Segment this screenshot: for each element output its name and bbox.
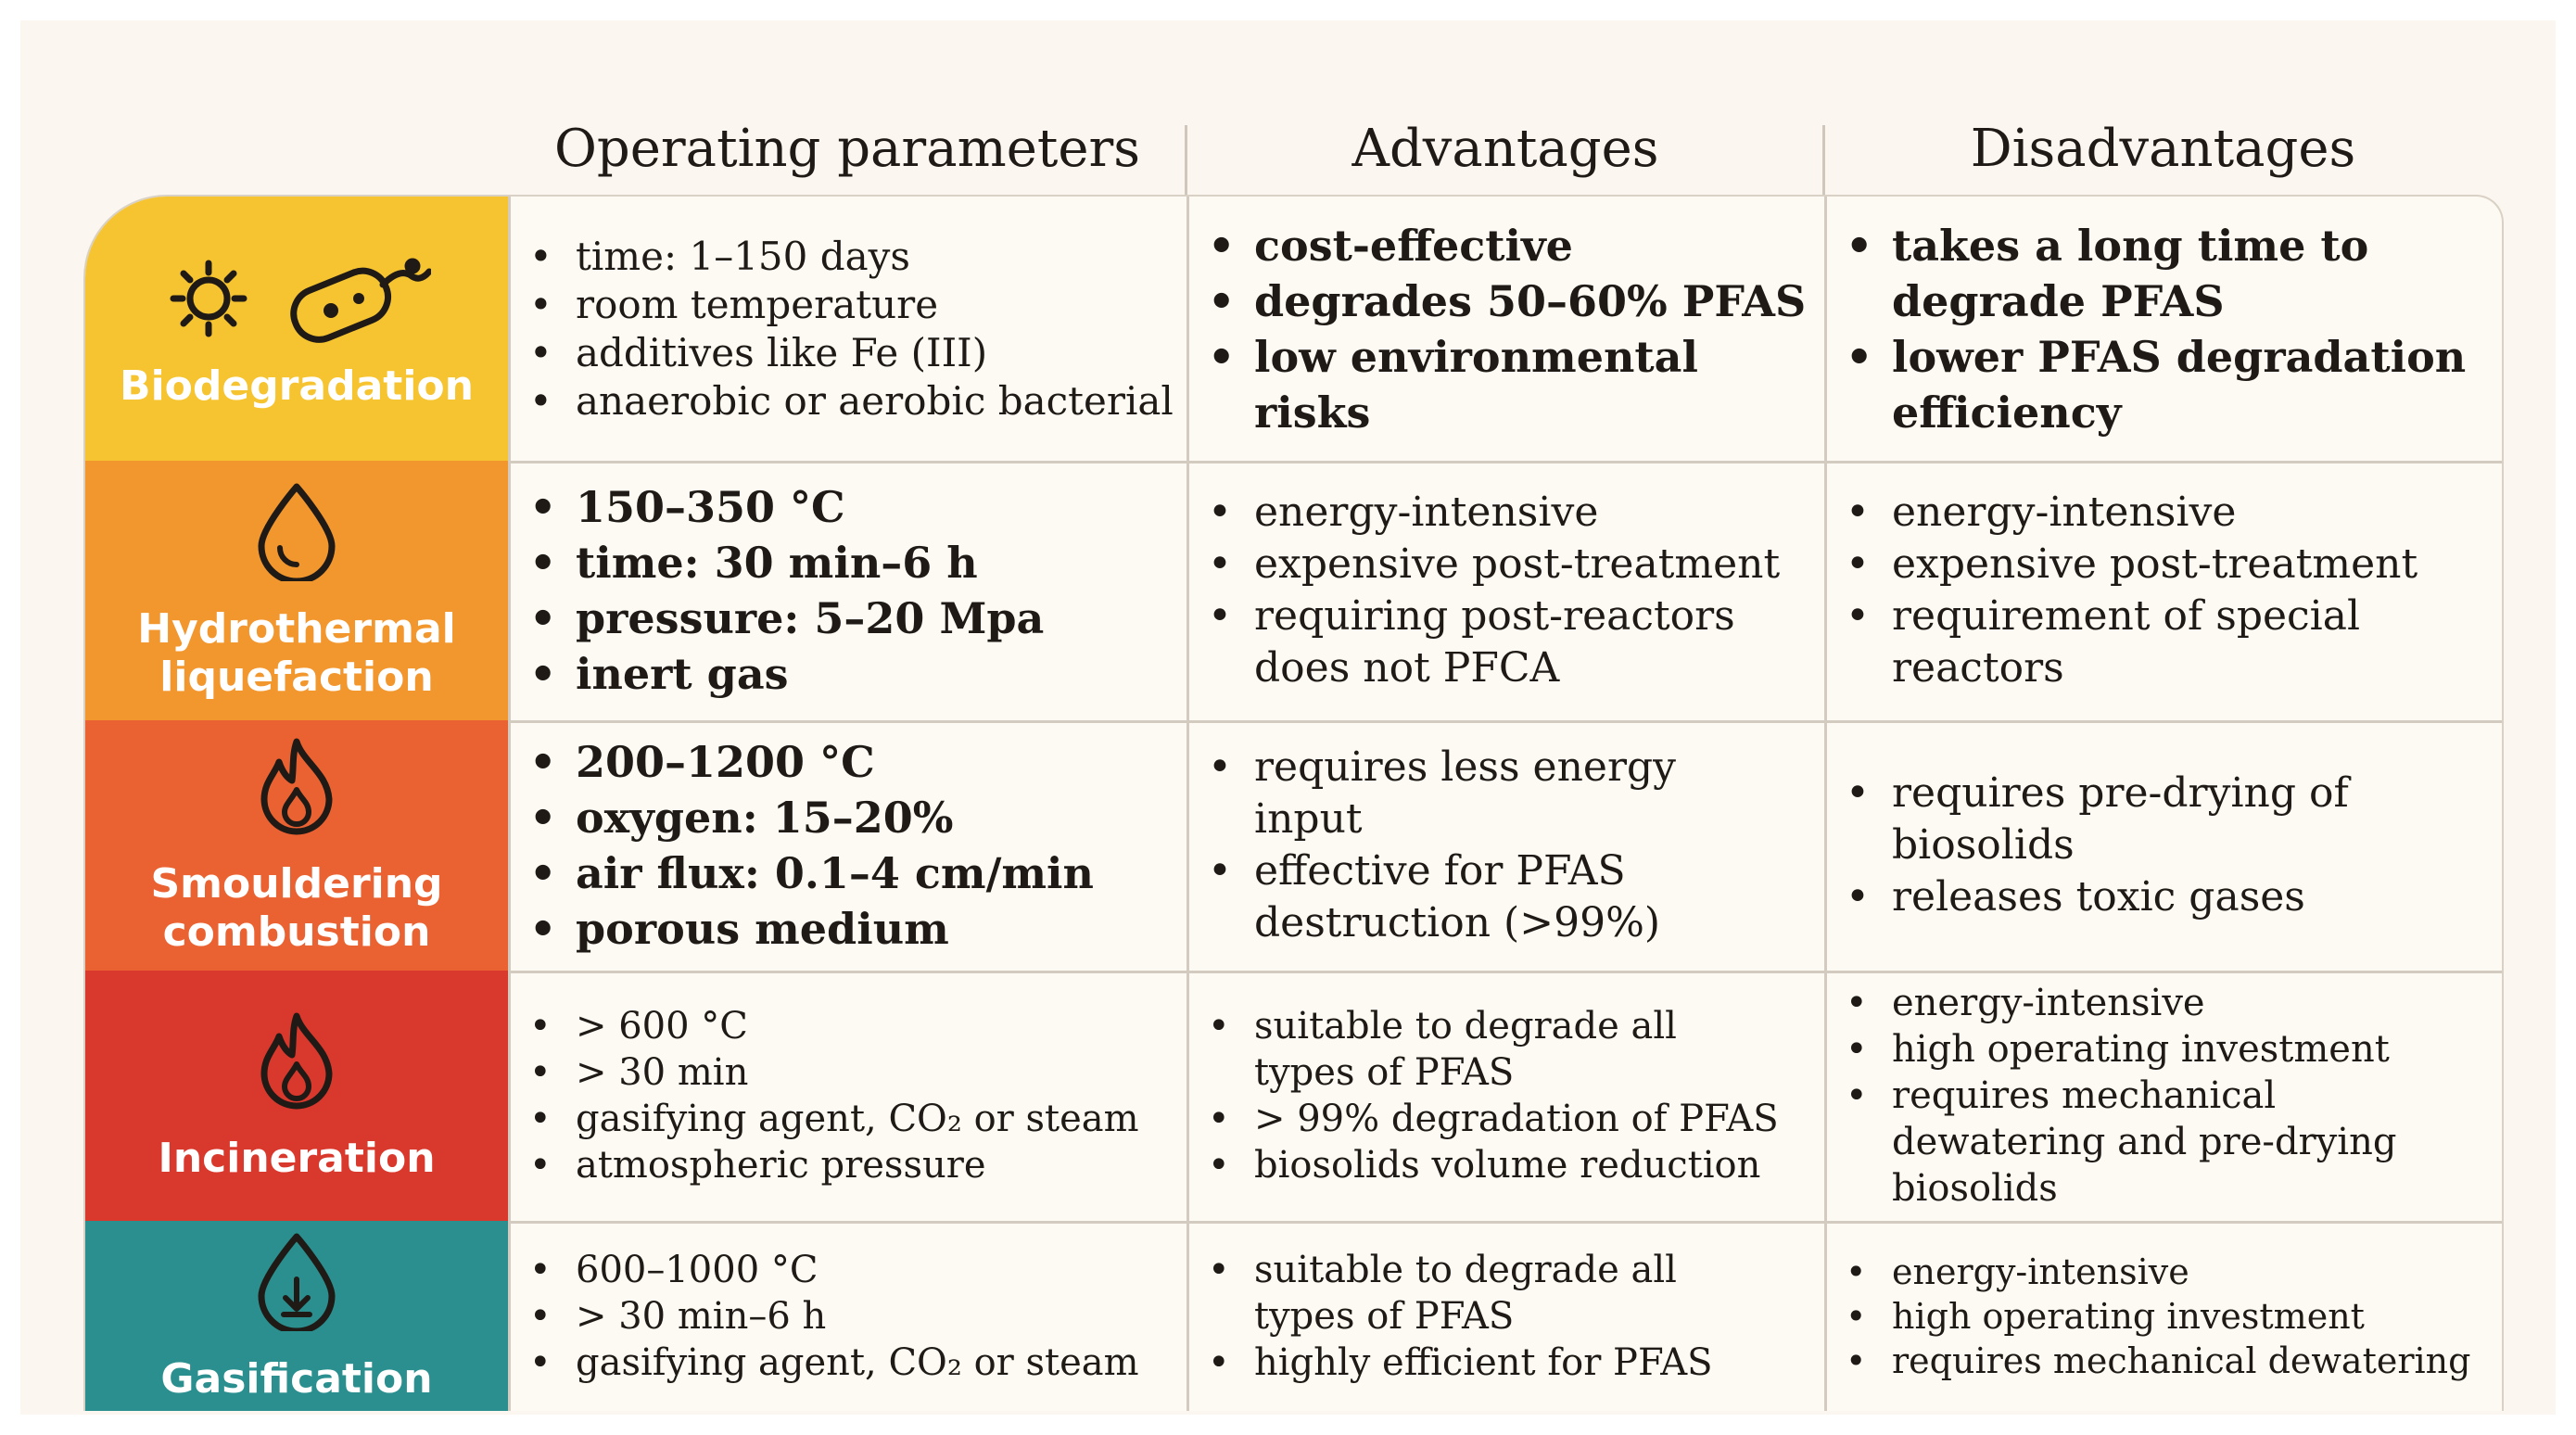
- row-gasification: [85, 1221, 2502, 1411]
- technology-name-line1: Hydrothermal: [137, 605, 456, 653]
- list-item: • expensive post-treatment: [1827, 539, 2504, 591]
- list-item: • requires mechanical dewatering: [1827, 1339, 2470, 1383]
- operating-list: [511, 1003, 1139, 1188]
- operating-cell: [508, 720, 1189, 971]
- list-item: • releases toxic gases: [1827, 871, 2383, 923]
- list-item: • pressure: 5–20 Mpa: [511, 591, 1044, 646]
- icon-wrap: [246, 1009, 348, 1122]
- disadvantages-cell: [1824, 971, 2504, 1221]
- operating-cell: [508, 971, 1189, 1221]
- list-item: • requiring post-reactors does not PFCA: [1189, 591, 1827, 694]
- list-item: • takes a long time to degrade PFAS: [1827, 218, 2504, 329]
- technology-name-line2: liquefaction: [159, 654, 434, 701]
- icon-wrap: [246, 734, 348, 847]
- list-item: • additives like Fe (III): [511, 329, 1174, 377]
- operating-list: [511, 479, 1044, 702]
- list-item: • room temperature: [511, 281, 1174, 329]
- icon-wrap: [250, 1229, 343, 1342]
- advantages-list: [1189, 742, 1727, 949]
- disadvantages-cell: [1824, 720, 2504, 971]
- flame-icon: [246, 734, 348, 836]
- advantages-list: [1189, 218, 1827, 440]
- row-hydrothermal-liquefaction: [85, 461, 2502, 723]
- icon-wrap: [250, 479, 343, 592]
- list-item: • degrades 50–60% PFAS: [1189, 273, 1827, 329]
- advantages-list: [1189, 1003, 1783, 1188]
- disadvantages-cell: [1824, 197, 2504, 461]
- disadvantages-list: [1827, 1250, 2470, 1383]
- list-item: • high operating investment: [1827, 1026, 2420, 1073]
- operating-cell: [508, 1221, 1189, 1411]
- disadvantages-cell: [1824, 1221, 2504, 1411]
- list-item: • > 30 min: [511, 1049, 1139, 1096]
- row-incineration: [85, 971, 2502, 1224]
- technology-name-line1: Smouldering: [150, 860, 443, 908]
- comparison-table: [83, 195, 2504, 1411]
- header-divider: [1185, 125, 1187, 195]
- list-item: • requires pre-drying of biosolids: [1827, 768, 2383, 871]
- operating-cell: [508, 461, 1189, 720]
- advantages-list: [1189, 1247, 1783, 1386]
- label-hydrothermal-liquefaction: [85, 461, 508, 720]
- list-item: • energy-intensive: [1827, 487, 2504, 539]
- disadvantages-cell: [1824, 461, 2504, 720]
- list-item: • inert gas: [511, 646, 1044, 702]
- advantages-cell: [1186, 971, 1827, 1221]
- sun-gear-icon: [162, 252, 255, 345]
- droplet-arrow-icon: [250, 1229, 343, 1331]
- label-gasification: [85, 1221, 508, 1411]
- list-item: • high operating investment: [1827, 1294, 2470, 1339]
- row-biodegradation: [85, 197, 2502, 464]
- list-item: • effective for PFAS destruction (>99%): [1189, 845, 1727, 949]
- flame-icon: [246, 1009, 348, 1111]
- row-smouldering-combustion: [85, 720, 2502, 973]
- technology-name: Gasification: [160, 1354, 433, 1403]
- disadvantages-list: [1827, 218, 2504, 440]
- header-advantages: Advantages: [1351, 118, 1659, 179]
- list-item: • energy-intensive: [1189, 487, 1827, 539]
- list-item: • 600–1000 °C: [511, 1247, 1139, 1293]
- operating-cell: [508, 197, 1189, 461]
- advantages-cell: [1186, 1221, 1827, 1411]
- list-item: • energy-intensive: [1827, 1250, 2470, 1294]
- list-item: • suitable to degrade all types of PFAS: [1189, 1003, 1783, 1096]
- bacterium-icon: [273, 248, 431, 349]
- list-item: • oxygen: 15–20%: [511, 790, 1094, 845]
- list-item: • 200–1200 °C: [511, 734, 1094, 790]
- list-item: • gasifying agent, CO₂ or steam: [511, 1340, 1139, 1386]
- list-item: • gasifying agent, CO₂ or steam: [511, 1096, 1139, 1142]
- disadvantages-list: [1827, 487, 2504, 694]
- operating-list: [511, 1247, 1139, 1386]
- list-item: • anaerobic or aerobic bacterial: [511, 377, 1174, 425]
- list-item: • requires mechanical dewatering and pre-drying biosolids: [1827, 1073, 2420, 1212]
- list-item: • low environmental risks: [1189, 329, 1827, 440]
- header-operating-parameters: Operating parameters: [554, 118, 1140, 179]
- label-biodegradation: [85, 197, 508, 461]
- list-item: • cost-effective: [1189, 218, 1827, 273]
- list-item: • > 30 min–6 h: [511, 1293, 1139, 1340]
- label-incineration: [85, 971, 508, 1221]
- list-item: • requires less energy input: [1189, 742, 1727, 845]
- list-item: • porous medium: [511, 901, 1094, 957]
- header-disadvantages: Disadvantages: [1970, 118, 2356, 179]
- list-item: • suitable to degrade all types of PFAS: [1189, 1247, 1783, 1340]
- list-item: • requirement of special reactors: [1827, 591, 2504, 694]
- list-item: • lower PFAS degradation efficiency: [1827, 329, 2504, 440]
- list-item: • > 99% degradation of PFAS: [1189, 1096, 1783, 1142]
- list-item: • biosolids volume reduction: [1189, 1142, 1783, 1188]
- operating-list: [511, 734, 1094, 957]
- advantages-list: [1189, 487, 1827, 694]
- operating-list: [511, 233, 1174, 425]
- technology-name: Incineration: [158, 1135, 436, 1182]
- header-divider: [1822, 125, 1825, 195]
- list-item: • > 600 °C: [511, 1003, 1139, 1049]
- advantages-cell: [1186, 197, 1827, 461]
- technology-name: Biodegradation: [120, 362, 474, 410]
- label-smouldering-combustion: [85, 720, 508, 971]
- list-item: • energy-intensive: [1827, 980, 2420, 1026]
- advantages-cell: [1186, 720, 1827, 971]
- advantages-cell: [1186, 461, 1827, 720]
- list-item: • 150–350 °C: [511, 479, 1044, 535]
- icon-group: [162, 248, 431, 349]
- droplet-icon: [250, 479, 343, 581]
- list-item: • expensive post-treatment: [1189, 539, 1827, 591]
- technology-name-line2: combustion: [162, 908, 431, 956]
- list-item: • air flux: 0.1–4 cm/min: [511, 845, 1094, 901]
- disadvantages-list: [1827, 768, 2383, 923]
- list-item: • atmospheric pressure: [511, 1142, 1139, 1188]
- disadvantages-list: [1827, 980, 2420, 1212]
- list-item: • highly efficient for PFAS: [1189, 1340, 1783, 1386]
- list-item: • time: 1–150 days: [511, 233, 1174, 281]
- list-item: • time: 30 min–6 h: [511, 535, 1044, 591]
